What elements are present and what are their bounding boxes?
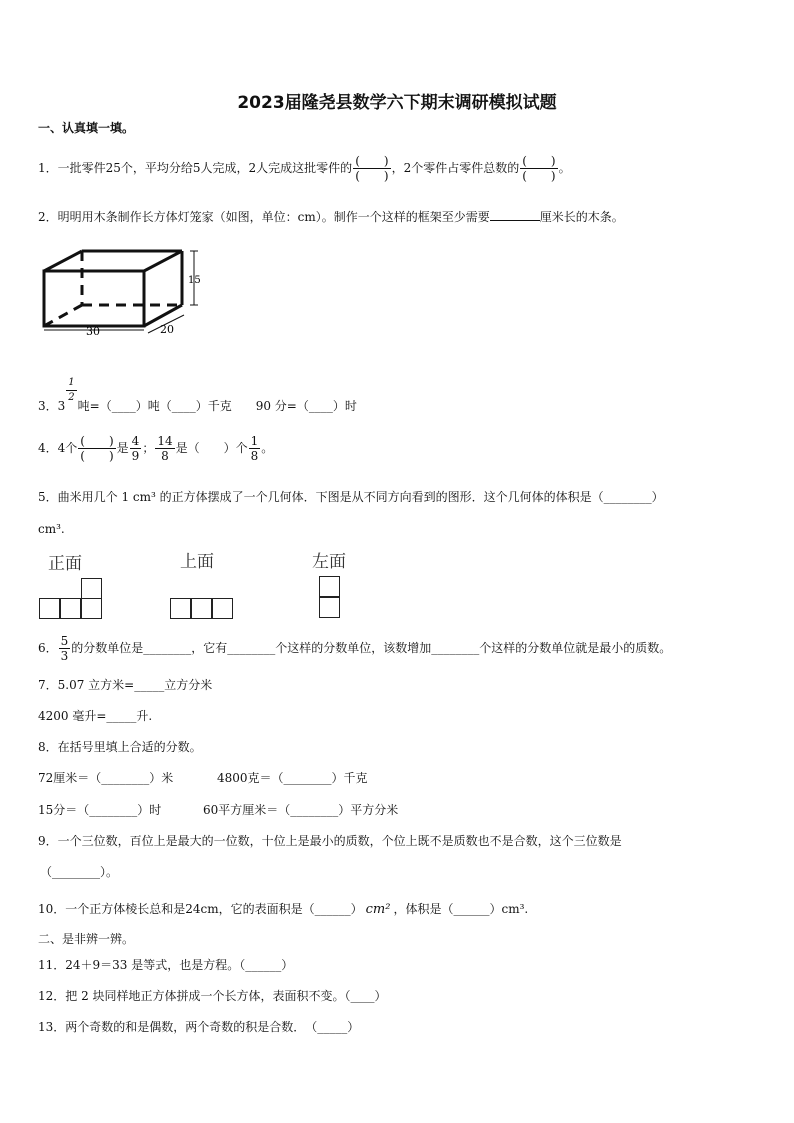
- question-1: [38, 148, 571, 188]
- label-height: 15: [188, 275, 201, 286]
- q4-fraction-1: $\frac{4}{9}$: [131, 434, 140, 463]
- q1-fraction-1: $\frac{( )}{( )}$: [355, 154, 389, 183]
- q5-unit: cm³.: [38, 522, 65, 536]
- q1-fraction-2: $\frac{( )}{( )}$: [522, 154, 556, 183]
- section-heading-1: 一、认真填一填。: [38, 121, 135, 135]
- q4-end: 。: [261, 441, 274, 455]
- question-12: 12．把 2 块同样地正方体拼成一个长方体，表面积不变。（____）: [38, 989, 387, 1003]
- q4-text-b: 是: [116, 441, 129, 455]
- page-title: 2023届隆尧县数学六下期末调研模拟试题: [237, 93, 557, 113]
- q6-number: 6．: [38, 641, 58, 655]
- q10-text-a: 10．一个正方体棱长总和是24cm，它的表面积是（______）: [38, 902, 363, 916]
- q2-text-after: 厘米长的木条。: [539, 210, 624, 224]
- q1-text-b: ，2个零件占零件总数的: [391, 161, 520, 175]
- section-heading-2: 二、是非辨一辨。: [38, 932, 135, 946]
- question-4: [38, 428, 273, 468]
- q3-text-a: 吨=（____）吨（____）千克: [77, 399, 232, 413]
- q10-unit: cm²: [365, 902, 391, 917]
- label-width: 20: [160, 323, 174, 336]
- question-2: [38, 207, 624, 225]
- q4-blank-fraction: $\frac{( )}{( )}$: [80, 434, 114, 463]
- question-9-line-2: （________）。: [40, 865, 119, 879]
- q4-text-c: 是（ ）个: [175, 441, 248, 455]
- q1-text-a: 1．一批零件25个，平均分给5人完成，2人完成这批零件的: [38, 161, 353, 175]
- q4-semicolon: ；: [142, 441, 155, 455]
- q8-row1-a: 72厘米＝（________）米: [38, 771, 174, 785]
- q4-fraction-3: $\frac{1}{8}$: [250, 434, 259, 463]
- q3-fraction: $\frac{1}{2}$: [68, 377, 75, 403]
- q10-text-b: ，体积是（______）cm³.: [393, 902, 529, 916]
- q8-row2-b: 60平方厘米＝（________）平方分米: [203, 803, 399, 817]
- q3-number: 3．3: [38, 399, 66, 413]
- q4-text-a: 4．4个: [38, 441, 78, 455]
- question-10: [38, 901, 528, 918]
- question-13: 13．两个奇数的和是偶数，两个奇数的积是合数． （_____）: [38, 1020, 360, 1034]
- q3-text-b: 90 分=（____）时: [255, 399, 357, 413]
- question-9-line-1: 9．一个三位数，百位上是最大的一位数，十位上是最小的质数，个位上既不是质数也不是合数，这个三位数是: [38, 834, 622, 848]
- q8-row2-a: 15分＝（________）时: [38, 803, 162, 817]
- label-length: 30: [86, 325, 100, 338]
- q1-text-c: 。: [558, 161, 571, 175]
- q8-row1-b: 4800克＝（________）千克: [217, 771, 368, 785]
- question-6: [38, 630, 671, 666]
- view-top-label: 上面: [180, 552, 214, 572]
- question-3: [38, 377, 357, 421]
- question-7-line-2: 4200 毫升=_____升.: [38, 709, 153, 723]
- q6-fraction: $\frac{5}{3}$: [60, 634, 69, 663]
- view-front-label: 正面: [48, 554, 82, 574]
- q2-answer-blank[interactable]: [490, 207, 540, 221]
- cuboid-diagram: [38, 245, 213, 340]
- view-left-label: 左面: [312, 552, 346, 572]
- q6-text: 的分数单位是________，它有________个这样的分数单位，该数增加________个这样的分数单位就是最小的质数。: [71, 641, 672, 655]
- q2-text: 2．明明用木条制作长方体灯笼家（如图，单位：cm）。制作一个这样的框架至少需要: [38, 210, 490, 224]
- question-5: 5．曲米用几个 1 cm³ 的正方体摆成了一个几何体．下图是从不同方向看到的图形．这个几何体的体积是（________）: [38, 490, 664, 504]
- question-8-title: 8．在括号里填上合适的分数。: [38, 740, 202, 754]
- q4-fraction-2: $\frac{14}{8}$: [157, 434, 173, 463]
- question-7-line-1: 7．5.07 立方米=_____立方分米: [38, 678, 213, 692]
- question-11: 11．24＋9＝33 是等式，也是方程。（______）: [38, 958, 294, 972]
